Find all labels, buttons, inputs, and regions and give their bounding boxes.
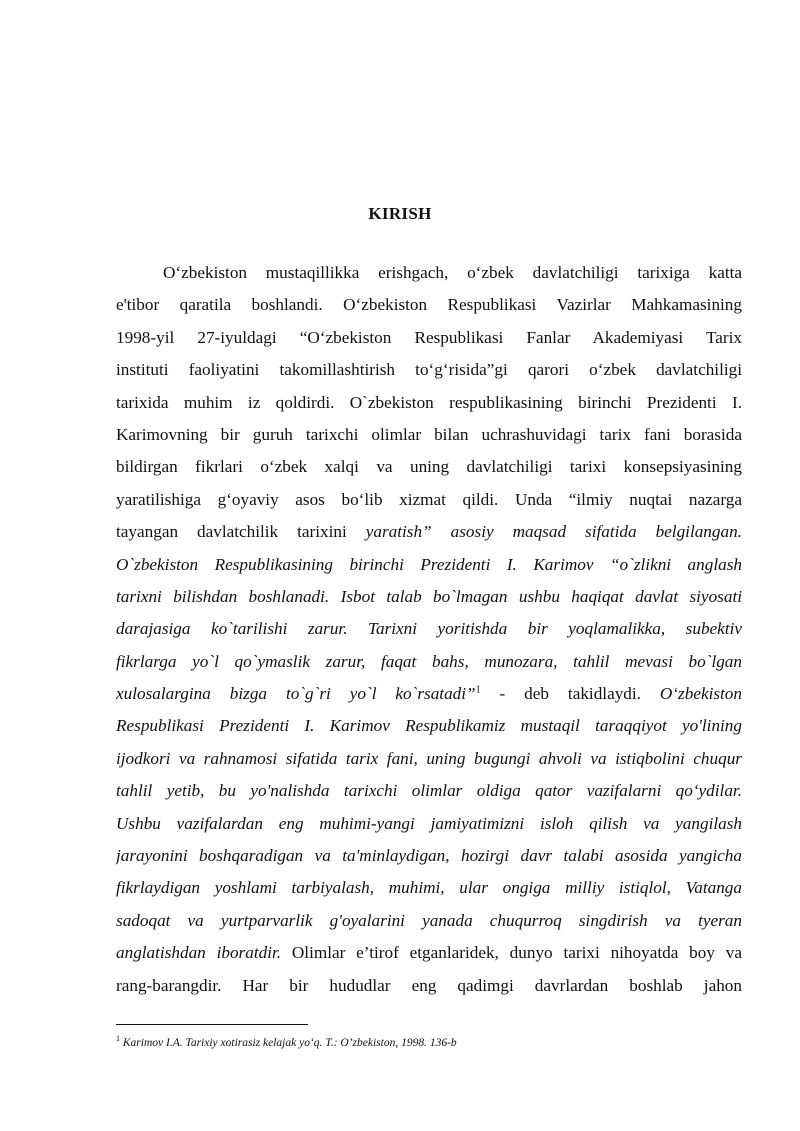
text-line [116, 289, 742, 321]
section-heading: KIRISH [368, 204, 432, 223]
text-segment: fikrlaydigan yoshlami tarbiyalash, muhimi, ular ongiga milliy istiqlol, Vatanga [116, 878, 742, 898]
text-line [116, 840, 742, 872]
text-segment: Ushbu vazifalardan eng muhimi-yangi jamiyatimizni isloh qilish va yangilash [116, 813, 742, 833]
text-line [116, 322, 742, 354]
text-segment: Olimlar e’tirof etganlaridek, dunyo tarixi nihoyatda boy va [281, 943, 742, 963]
text-segment: bildirgan fikrlari o‘zbek xalqi va uning davlatchiligi tarixi konsepsiyasining [116, 457, 742, 477]
text-line [116, 970, 742, 1002]
text-segment: jarayonini boshqaradigan va ta'minlaydigan, hozirgi davr talabi asosida yangicha [116, 846, 742, 866]
text-line [116, 451, 742, 483]
text-line [116, 775, 742, 807]
text-segment: 1998-yil 27-iyuldagi “O‘zbekiston Respublikasi Fanlar Akademiyasi Tarix [116, 327, 742, 347]
text-line [116, 743, 742, 775]
text-segment: yaratilishiga g‘oyaviy asos bo‘lib xizmat qildi. Unda “ilmiy nuqtai nazarga [116, 489, 742, 509]
text-segment: O‘zbekiston mustaqillikka erishgach, o‘zbek davlatchiligi tarixiga katta [163, 263, 742, 282]
footnote-reference: 1 [475, 684, 481, 696]
text-segment: O`zbekiston Respublikasining birinchi Prezidenti I. Karimov “o`zlikni anglash [116, 554, 742, 574]
text-line [116, 419, 742, 451]
text-segment: sadoqat va yurtparvarlik g'oyalarini yanada chuqurroq singdirish va tyeran [116, 910, 742, 930]
text-line [116, 808, 742, 840]
text-segment: rang-barangdir. Har bir hududlar eng qadimgi davrlardan boshlab jahon [116, 975, 742, 995]
text-line [116, 516, 742, 548]
footnote-marker: 1 [116, 1034, 120, 1044]
text-line [116, 581, 742, 613]
text-segment: anglatishdan iboratdir. [116, 943, 282, 963]
footnote-separator [116, 1024, 308, 1025]
text-segment: tahlil yetib, bu yo'nalishda tarixchi olimlar oldiga qator vazifalarni qo‘ydilar. [116, 781, 742, 801]
text-line [116, 710, 742, 742]
text-segment: tarixida muhim iz qoldirdi. O`zbekiston respublikasining birinchi Prezidenti I. [116, 392, 742, 412]
text-segment: instituti faoliyatini takomillashtirish to‘g‘risida”gi qarori o‘zbek davlatchiligi [116, 360, 742, 380]
footnote [116, 1034, 742, 1049]
text-segment: tarixni bilishdan boshlanadi. Isbot talab bo`lmagan ushbu haqiqat davlat siyosati [116, 586, 742, 606]
text-line [116, 387, 742, 419]
text-line [116, 613, 742, 645]
text-segment: xulosalargina bizga to`g`ri yo`l ko`rsatadi” [116, 684, 476, 704]
text-segment: e'tibor qaratila boshlandi. O‘zbekiston Respublikasi Vazirlar Mahkamasining [116, 295, 742, 315]
text-line [116, 678, 742, 710]
footnote-text: Karimov I.A. Tarixiy xotirasiz kelajak yo‘q. T.: O’zbekiston, 1998. 136-b [122, 1037, 457, 1049]
text-segment: Karimovning bir guruh tarixchi olimlar bilan uchrashuvidagi tarix fani borasida [116, 424, 742, 444]
text-line [116, 354, 742, 386]
text-line [116, 872, 742, 904]
text-line [116, 937, 742, 969]
text-line [116, 905, 742, 937]
text-segment: fikrlarga yo`l qo`ymaslik zarur, faqat bahs, munozara, tahlil mevasi bo`lgan [116, 651, 742, 671]
text-line [116, 484, 742, 516]
text-segment: O‘zbekiston [659, 684, 742, 704]
text-segment: Respublikasi Prezidenti I. Karimov Respublikamiz mustaqil taraqqiyot yo'lining [116, 716, 742, 736]
text-line [116, 549, 742, 581]
body-paragraph [116, 257, 742, 1002]
text-segment: - deb takidlaydi. [480, 684, 660, 704]
text-segment: ijodkori va rahnamosi sifatida tarix fani, uning bugungi ahvoli va istiqbolini chuqur [116, 748, 742, 768]
text-line [116, 257, 742, 289]
text-line [116, 646, 742, 678]
text-segment: tayangan davlatchilik tarixini [116, 522, 366, 542]
text-segment: yaratish” asosiy maqsad sifatida belgilangan. [365, 522, 742, 542]
text-segment: darajasiga ko`tarilishi zarur. Tarixni yoritishda bir yoqlamalikka, subektiv [116, 619, 742, 639]
